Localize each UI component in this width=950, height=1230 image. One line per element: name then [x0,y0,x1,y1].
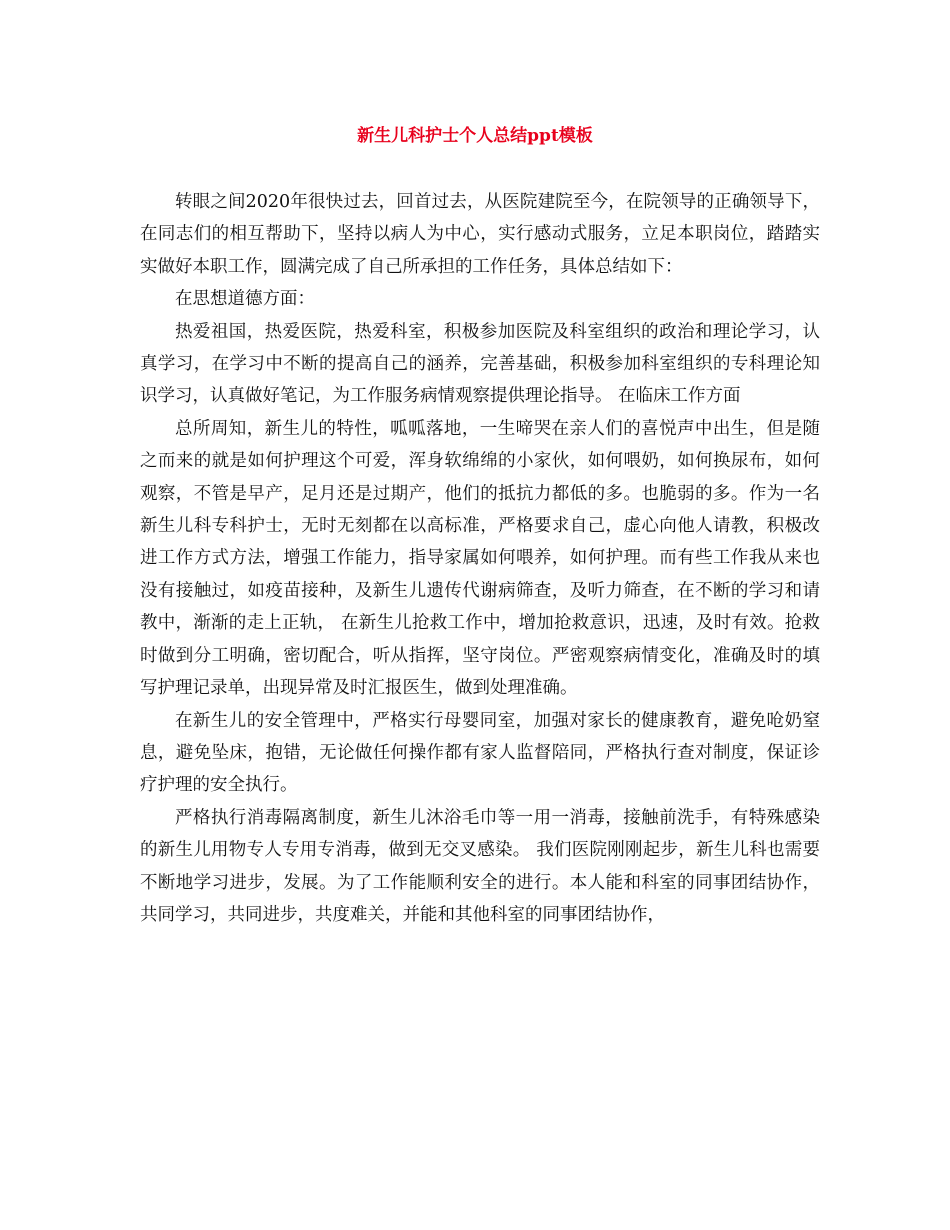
paragraph-clinical-work: 总所周知，新生儿的特性，呱呱落地，一生啼哭在亲人们的喜悦声中出生，但是随之而来的就是如何护理这个可爱，浑身软绵绵的小家伙，如何喂奶，如何换尿布，如何观察，不管是早产，足月还是过期产，他们的抵抗力都低的多。也脆弱的多。作为一名新生儿科专科护士，无时无刻都在以高标准，严格要求自己，虚心向他人请教，积极改进工作方式方法，增强工作能力，指导家属如何喂养，如何护理。而有些工作我从来也没有接触过，如疫苗接种，及新生儿遗传代谢病筛查，及听力筛查，在不断的学习和请教中，渐渐的走上正轨， 在新生儿抢救工作中，增加抢救意识，迅速，及时有效。抢救时做到分工明确，密切配合，听从指挥，坚守岗位。严密观察病情变化，准确及时的填写护理记录单，出现异常及时汇报医生，做到处理准确。 [140,418,820,699]
document-body [140,186,820,931]
document-title: 新生儿科护士个人总结ppt模板 [357,126,593,146]
paragraph-ideology: 热爱祖国，热爱医院，热爱科室，积极参加医院及科室组织的政治和理论学习，认真学习，在学习中不断的提高自己的涵养，完善基础，积极参加科室组织的专科理论知识学习，认真做好笔记，为工作服务病情观察提供理论指导。 在临床工作方面 [140,321,820,407]
paragraph-safety-management: 在新生儿的安全管理中，严格实行母婴同室，加强对家长的健康教育，避免呛奶窒息，避免坠床，抱错，无论做任何操作都有家人监督陪同，严格执行查对制度，保证诊疗护理的安全执行。 [140,710,820,796]
paragraph-disinfection: 严格执行消毒隔离制度，新生儿沐浴毛巾等一用一消毒，接触前洗手，有特殊感染的新生儿用物专人专用专消毒，做到无交叉感染。 我们医院刚刚起步，新生儿科也需要不断地学习进步，发展。为了工作能顺利安全的进行。本人能和科室的同事团结协作，共同学习，共同进步，共度难关，并能和其他科室的同事团结协作， [140,807,820,925]
paragraph-intro: 转眼之间2020年很快过去，回首过去，从医院建院至今，在院领导的正确领导下，在同志们的相互帮助下，坚持以病人为中心，实行感动式服务，立足本职岗位，踏踏实实做好本职工作，圆满完成了自己所承担的工作任务，具体总结如下： [140,192,820,277]
paragraph-ideology-heading: 在思想道德方面： [175,289,315,310]
